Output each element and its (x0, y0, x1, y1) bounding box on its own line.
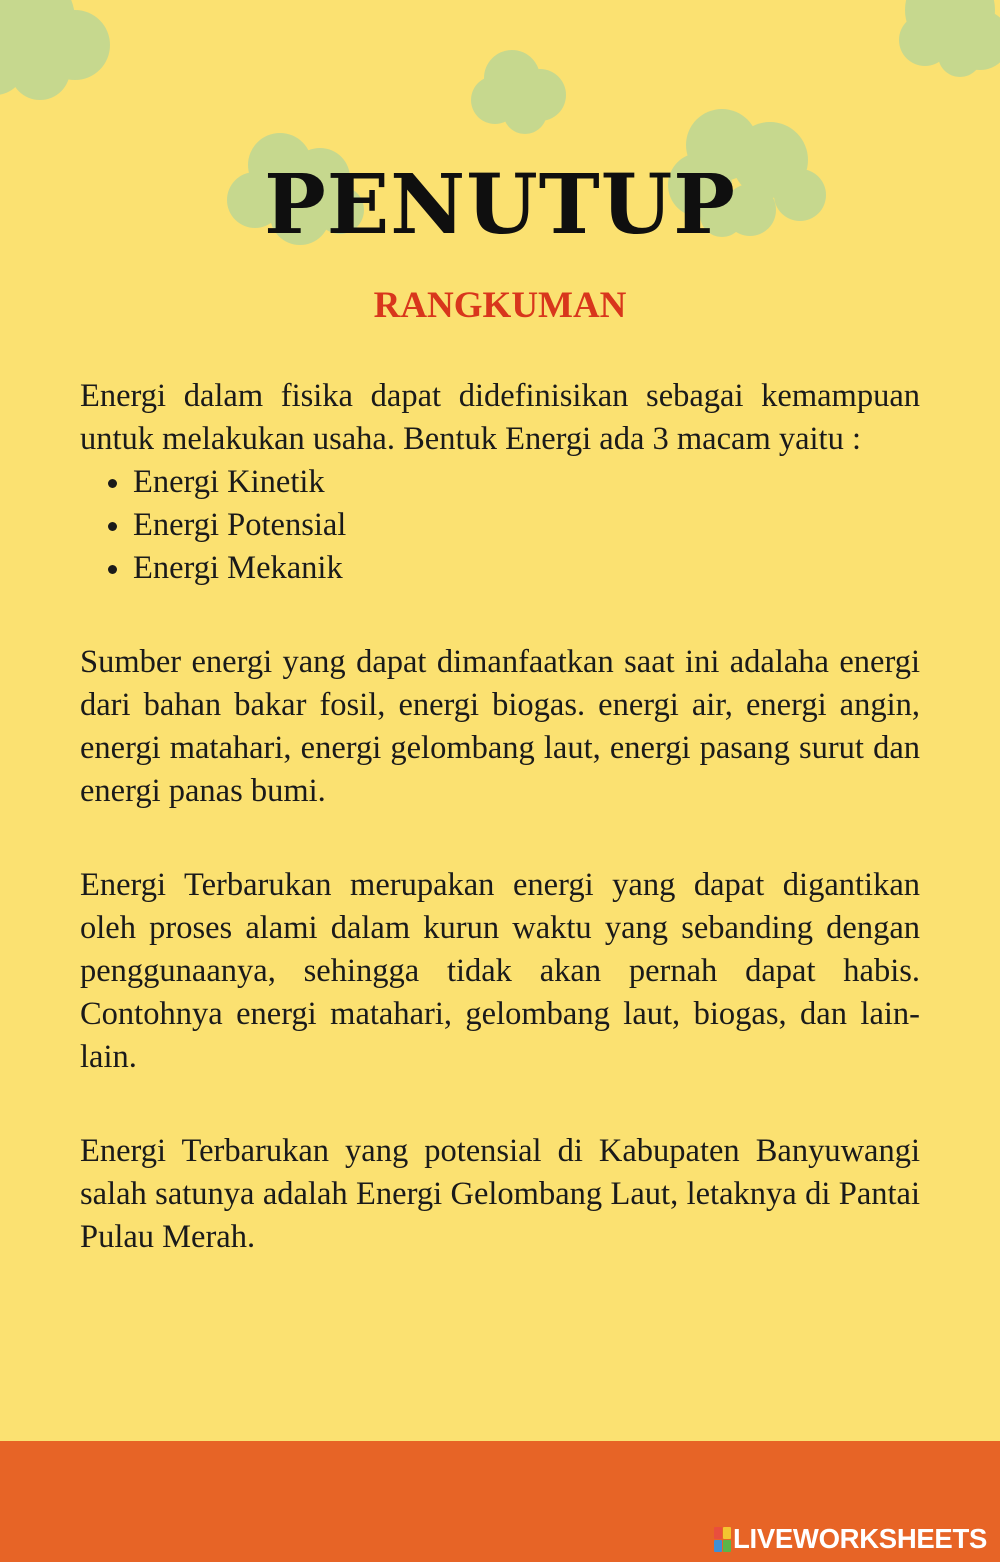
section-subtitle: RANGKUMAN (373, 285, 627, 326)
cloud-top-middle (471, 50, 566, 134)
paragraph-energy-definition: Energi dalam fisika dapat didefinisikan sebagai kemampuan untuk melakukan usaha. Bentuk Energi ada 3 macam yaitu : (80, 378, 920, 457)
list-item: • Energi Potensial (133, 504, 920, 547)
liveworksheets-brand[interactable] (714, 1524, 987, 1554)
list-item: • Energi Mekanik (133, 547, 920, 590)
brand-name: LIVEWORKSHEETS (732, 1523, 987, 1554)
cloud-top-right (899, 0, 1000, 77)
paragraph-banyuwangi-energy: Energi Terbarukan yang potensial di Kabupaten Banyuwangi salah satunya adalah Energi Gelombang Laut, letaknya di Pantai Pulau Merah. (80, 1133, 920, 1255)
footer-bar (0, 1441, 1000, 1562)
energy-types-list (80, 461, 920, 590)
summary-content (80, 375, 920, 1259)
cloud-top-left (0, 0, 110, 100)
paragraph-renewable-energy: Energi Terbarukan merupakan energi yang dapat digantikan oleh proses alami dalam kurun waktu yang sebanding dengan penggunaanya, sehingga tidak akan pernah dapat habis. Contohnya energi matahari, gelombang laut, biogas, dan lain-lain. (80, 867, 920, 1075)
list-item: • Energi Kinetik (133, 461, 920, 504)
paragraph-energy-sources: Sumber energi yang dapat dimanfaatkan saat ini adalaha energi dari bahan bakar fosil, energi biogas. energi air, energi angin, energi matahari, energi gelombang laut, energi pasang surut dan energi panas bumi. (80, 644, 920, 809)
liveworksheets-logo-icon (714, 1527, 731, 1552)
page-title: PENUTUP (264, 157, 736, 253)
